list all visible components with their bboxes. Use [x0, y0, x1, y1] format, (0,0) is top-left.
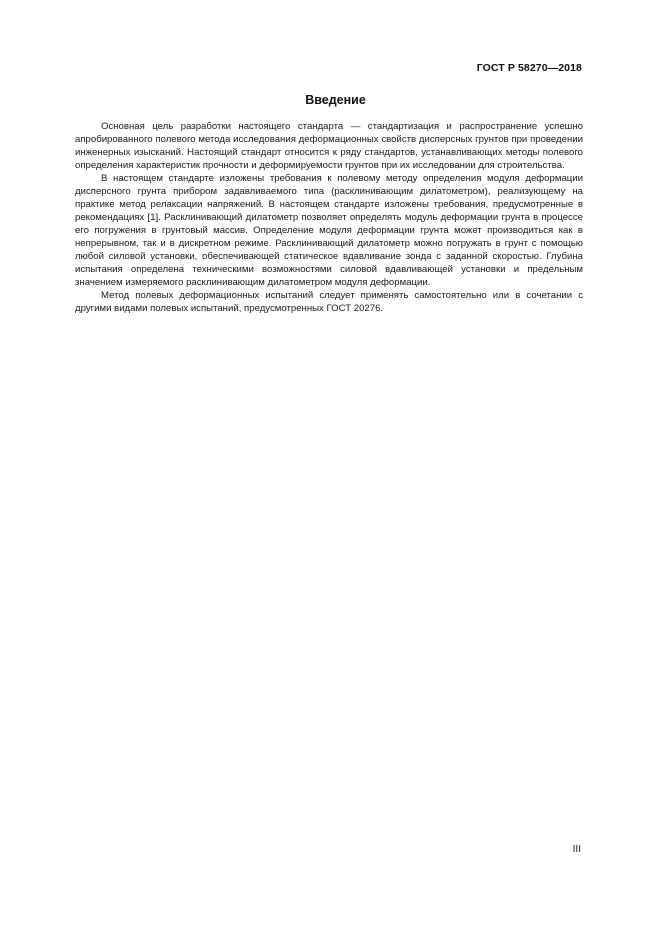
paragraph: В настоящем стандарте изложены требования к полевому методу определения модуля деформации дисперсного грунта прибором задавливаемого типа (расклинивающим дилатометром), реализующему на практике метод релаксации напряжений. В настоящем стандарте изложены требования, предусмотренные в рекомендациях [1]. Расклинивающий дилатометр позволяет определять модуль деформации грунта в процессе его погружения в грунтовый массив. Определение модуля деформации грунта может производиться как в непрерывном, так и в дискретном режиме. Расклинивающий дилатометр можно погружать в грунт с помощью любой силовой установки, обеспечивающей статическое вдавливание зонда с заданной скоростью. Глубина испытания определена техническими возможностями силовой вдавливающей установки и предельным значением измеряемого расклинивающим дилатометром модуля деформации. [75, 173, 583, 288]
page-number: III [572, 844, 581, 855]
standard-number-header: ГОСТ Р 58270—2018 [476, 62, 582, 74]
section-title: Введение [305, 93, 366, 107]
paragraph: Метод полевых деформационных испытаний следует применять самостоятельно или в сочетании с другими видами полевых испытаний, предусмотренных ГОСТ 20276. [75, 290, 583, 314]
body-text [75, 120, 583, 315]
paragraph: Основная цель разработки настоящего стандарта — стандартизация и распространение успешно апробированного полевого метода исследования деформационных свойств дисперсных грунтов при проведении инженерных изысканий. Настоящий стандарт относится к ряду стандартов, устанавливающих методы полевого определения характеристик прочности и деформируемости грунтов при их исследовании для строительства. [75, 121, 583, 171]
